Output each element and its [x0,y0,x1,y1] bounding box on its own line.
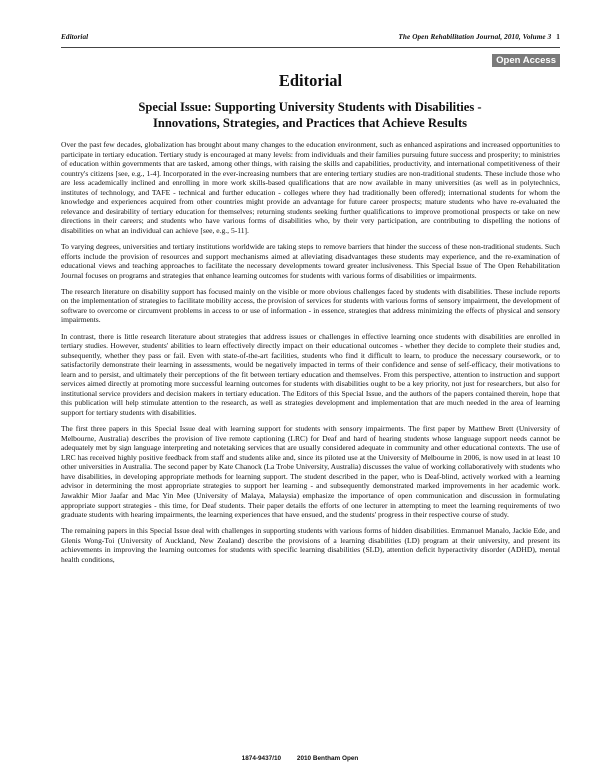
open-access-badge: Open Access [492,54,560,67]
paragraph-3: The research literature on disability support has focused mainly on the visible or more obvious challenges faced by students with disabilities. These include reports on the implementation of strategies to facilitate mobility access, the provision of services for students with various forms of sensory impairment, the development of software to overcome or circumvent problems in access to or use of information - in essence, strategies that address minimizing the effects of physical and sensory impairments. [61,286,560,325]
paragraph-2: To varying degrees, universities and tertiary institutions worldwide are taking steps to remove barriers that hinder the success of these non-traditional students. Such efforts include the provision of resources and support mechanisms aimed at alleviating disadvantages these students may experience, and the re-examination of educational views and teaching approaches to facilitate the necessary developments toward greater inclusiveness. This Special Issue of The Open Rehabilitation Journal focuses on programs and strategies that enhance learning outcomes for students with various forms of disabilities or impairments. [61,242,560,280]
title-line-1: Special Issue: Supporting University Students with Disabilities - [138,100,482,114]
article-title [100,100,520,131]
page-footer [0,755,600,762]
paragraph-4: In contrast, there is little research literature about strategies that address issues or challenges in effective learning once students with disabilities are enrolled in tertiary studies. However, students' abilities to learn effectively directly impact on their educational outcomes - whether they decide to complete their studies and, subsequently, whether they pass or fail. Even with state-of-the-art facilities, students who find it difficult to learn, to produce the necessary coursework, or to satisfactorily demonstrate their learning in assessments, would be negatively impacted in terms of their confidence and sense of self-efficacy, their motivations to learn and to persist, and ultimately their perceptions of the fit between tertiary education and themselves. From this perspective, attention to instruction and support services aimed directly at promoting more successful learning outcomes for students with disabilities ought to be a key priority, not just for researchers, but also for institutional service providers and decision makers in tertiary education. The Editors of this Special Issue, and the authors of the papers contained therein, hope that this publication will help stimulate attention to the research, as well as strategies development and implementation that are much needed in the area of learning support for tertiary students with disabilities. [61,331,560,417]
paragraph-6: The remaining papers in this Special Issue deal with challenges in supporting students with various forms of hidden disabilities. Emmanuel Manalo, Jackie Ede, and Glenis Wong-Toi (University of Auckland, New Zealand) describe the provisions of a learning disabilities (LD) program at their university, and present its achievements in improving the learning outcomes for students with specific learning disabilities (SLD), attention deficit hyperactivity disorder (ADHD), mental health conditions, [61,526,560,564]
paragraph-5: The first three papers in this Special Issue deal with learning support for students with sensory impairments. The first paper by Matthew Brett (University of Melbourne, Australia) describes the provision of live remote captioning (LRC) for Deaf and hard of hearing students whose language support needs cannot be adequately met by sign language interpreting and notetaking services that are usually considered adequate in community and other educational contexts. The use of LRC has received highly positive feedback from staff and students alike and, since its piloted use at the University of Melbourne in 2006, is now used in at least 10 other universities in Australia. The second paper by Kate Chanock (La Trobe University, Australia) discusses the value of working collaboratively with students who have disabilities, in developing appropriate methods for learning support. The student described in the paper, who is Deaf-blind, actively worked with a learning advisor in determining the most appropriate strategies to support her learning - and subsequently demonstrated marked improvements in her academic work. Jawakhir Mior Jaafar and Mac Yin Mee (University of Malaya, Malaysia) emphasize the importance of open communication and discussion in formulating appropriate support strategies - this time, for Deaf students. Their paper details the efforts of one lecturer in attempting to meet the learning requirements of two graduate students with hearing impairments, the learning experiences that have ensued, and the students' progress in their respective course of study. [61,424,560,520]
journal-name: The Open Rehabilitation Journal, 2010, Volume 3 [398,33,552,41]
running-head [61,33,560,45]
publisher-copyright: 2010 Bentham Open [296,755,359,762]
article-type-heading: Editorial [278,71,343,90]
journal-citation [398,33,560,41]
issn-code: 1874-9437/10 [241,755,282,762]
header-rule [61,47,560,48]
page-number: 1 [556,33,560,41]
article-body [61,140,560,571]
paragraph-1: Over the past few decades, globalization has brought about many changes to the education environment, such as enhanced aspirations and increased opportunities to participate in tertiary education. Tertiary study is encouraged at many levels: from individuals and their families pursuing future success and prosperity; to ministries of education within governments that are tasked, among other things, with raising the skills and capabilities, productivity, and international competitiveness of their country's citizens [see, e.g., 1-4]. Incorporated in the ever-increasing numbers that are entering tertiary studies are non-traditional students. These include those who are less academically inclined and enrolling in more work skills-based qualifications that are now available in many universities (as well as in polytechnics, institutes of technology, and TAFE - technical and further education - colleges where they had traditionally been offered); international students for whom the knowledge and experiences acquired from other countries might provide an advantage for future career prospects; mature students who have re-evaluated the relevance and desirability of tertiary education for themselves; returning students seeking further qualifications to improve promotional prospects or take on new directions in their careers; and students who have various forms of disabilities who, by their very participation, are contributing to dispelling the notions of disabilities on what an individual can achieve [see, e.g., 5-11]. [61,140,560,235]
title-line-2: Innovations, Strategies, and Practices that Achieve Results [152,115,468,130]
section-label: Editorial [61,33,89,41]
